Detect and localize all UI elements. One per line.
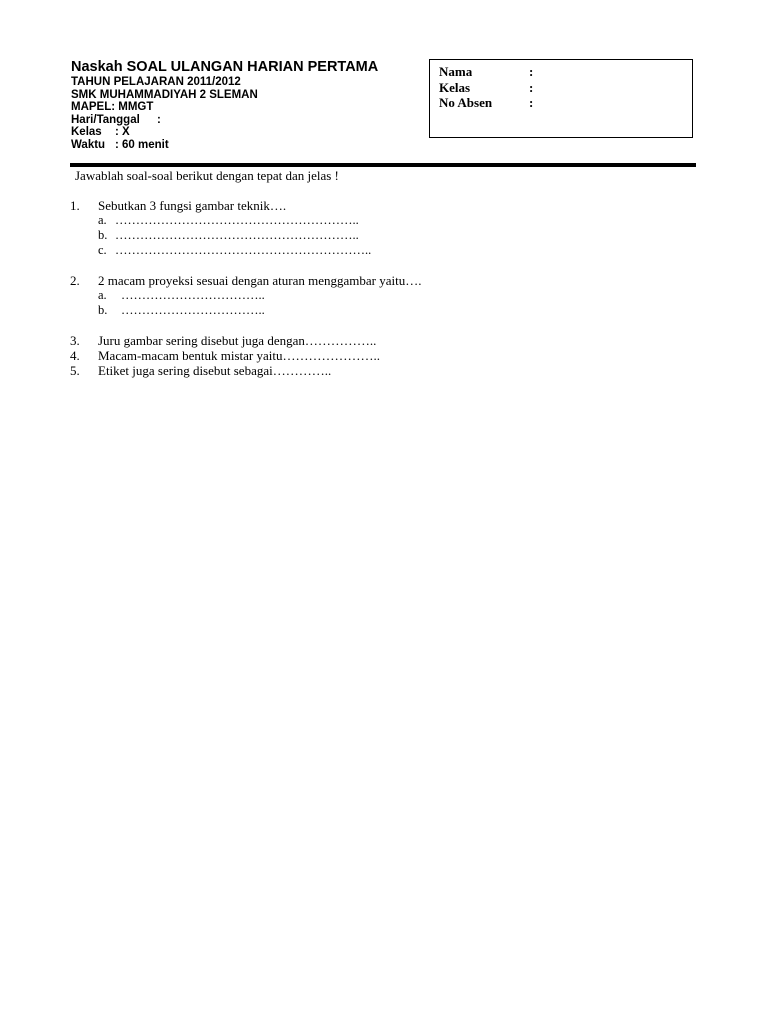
header-divider: [70, 163, 696, 167]
class-label: Kelas: [71, 126, 102, 139]
student-name-value: :: [529, 64, 534, 79]
question-4: [70, 348, 710, 363]
question-number: 2.: [70, 273, 80, 288]
student-info-box: [429, 59, 693, 138]
option-answer-line: …………………………………………………..: [115, 213, 359, 227]
option-letter: b.: [98, 303, 108, 317]
question-1-option-b: [70, 228, 710, 243]
question-number: 1.: [70, 198, 80, 213]
option-answer-line: ……………………………..: [121, 303, 265, 317]
question-5: [70, 363, 710, 378]
option-letter: c.: [98, 243, 107, 257]
question-text: Macam-macam bentuk mistar yaitu…………………..: [98, 348, 380, 363]
option-answer-line: …………………………………………………..: [115, 228, 359, 242]
instruction-text: Jawablah soal-soal berikut dengan tepat dan jelas !: [75, 168, 339, 183]
question-1: [70, 198, 710, 213]
question-number: 3.: [70, 333, 80, 348]
time-line: [71, 139, 421, 152]
time-value: : 60 menit: [115, 138, 169, 151]
question-1-option-a: [70, 213, 710, 228]
student-name-label: Nama: [439, 64, 473, 79]
option-letter: b.: [98, 228, 108, 242]
date-label: Hari/Tanggal: [71, 113, 140, 126]
question-text: Etiket juga sering disebut sebagai…………..: [98, 363, 332, 378]
document-title: Naskah SOAL ULANGAN HARIAN PERTAMA: [71, 59, 379, 75]
student-number-row: [439, 95, 684, 111]
option-letter: a.: [98, 288, 107, 302]
question-2-option-b: [70, 303, 710, 318]
question-text: 2 macam proyeksi sesuai dengan aturan menggambar yaitu….: [98, 273, 422, 288]
option-answer-line: ……………………………..: [121, 288, 265, 302]
date-line: [71, 114, 421, 127]
student-class-label: Kelas: [439, 79, 471, 95]
student-number-label: No Absen: [439, 95, 493, 110]
student-class-row: [439, 80, 684, 96]
question-2: [70, 273, 710, 288]
exam-header: [71, 59, 421, 152]
class-value: : X: [115, 126, 130, 139]
question-3: [70, 333, 710, 348]
date-value: :: [157, 113, 161, 126]
question-number: 4.: [70, 348, 80, 363]
question-2-option-a: [70, 288, 710, 303]
student-name-row: [439, 64, 684, 80]
option-letter: a.: [98, 213, 107, 227]
question-text: Juru gambar sering disebut juga dengan……………..: [98, 333, 377, 348]
exam-body: [70, 168, 710, 378]
question-1-option-c: [70, 243, 710, 258]
student-class-value: :: [529, 79, 534, 95]
time-label: Waktu: [71, 138, 106, 151]
class-line: [71, 126, 421, 139]
subject: MAPEL: MMGT: [71, 101, 154, 114]
question-number: 5.: [70, 363, 80, 378]
school-year: TAHUN PELAJARAN 2011/2012: [71, 76, 241, 88]
school-name: SMK MUHAMMADIYAH 2 SLEMAN: [71, 88, 258, 101]
question-text: Sebutkan 3 fungsi gambar teknik….: [98, 198, 287, 213]
student-number-value: :: [529, 95, 534, 110]
option-answer-line: ……………………………………………………..: [115, 243, 372, 257]
